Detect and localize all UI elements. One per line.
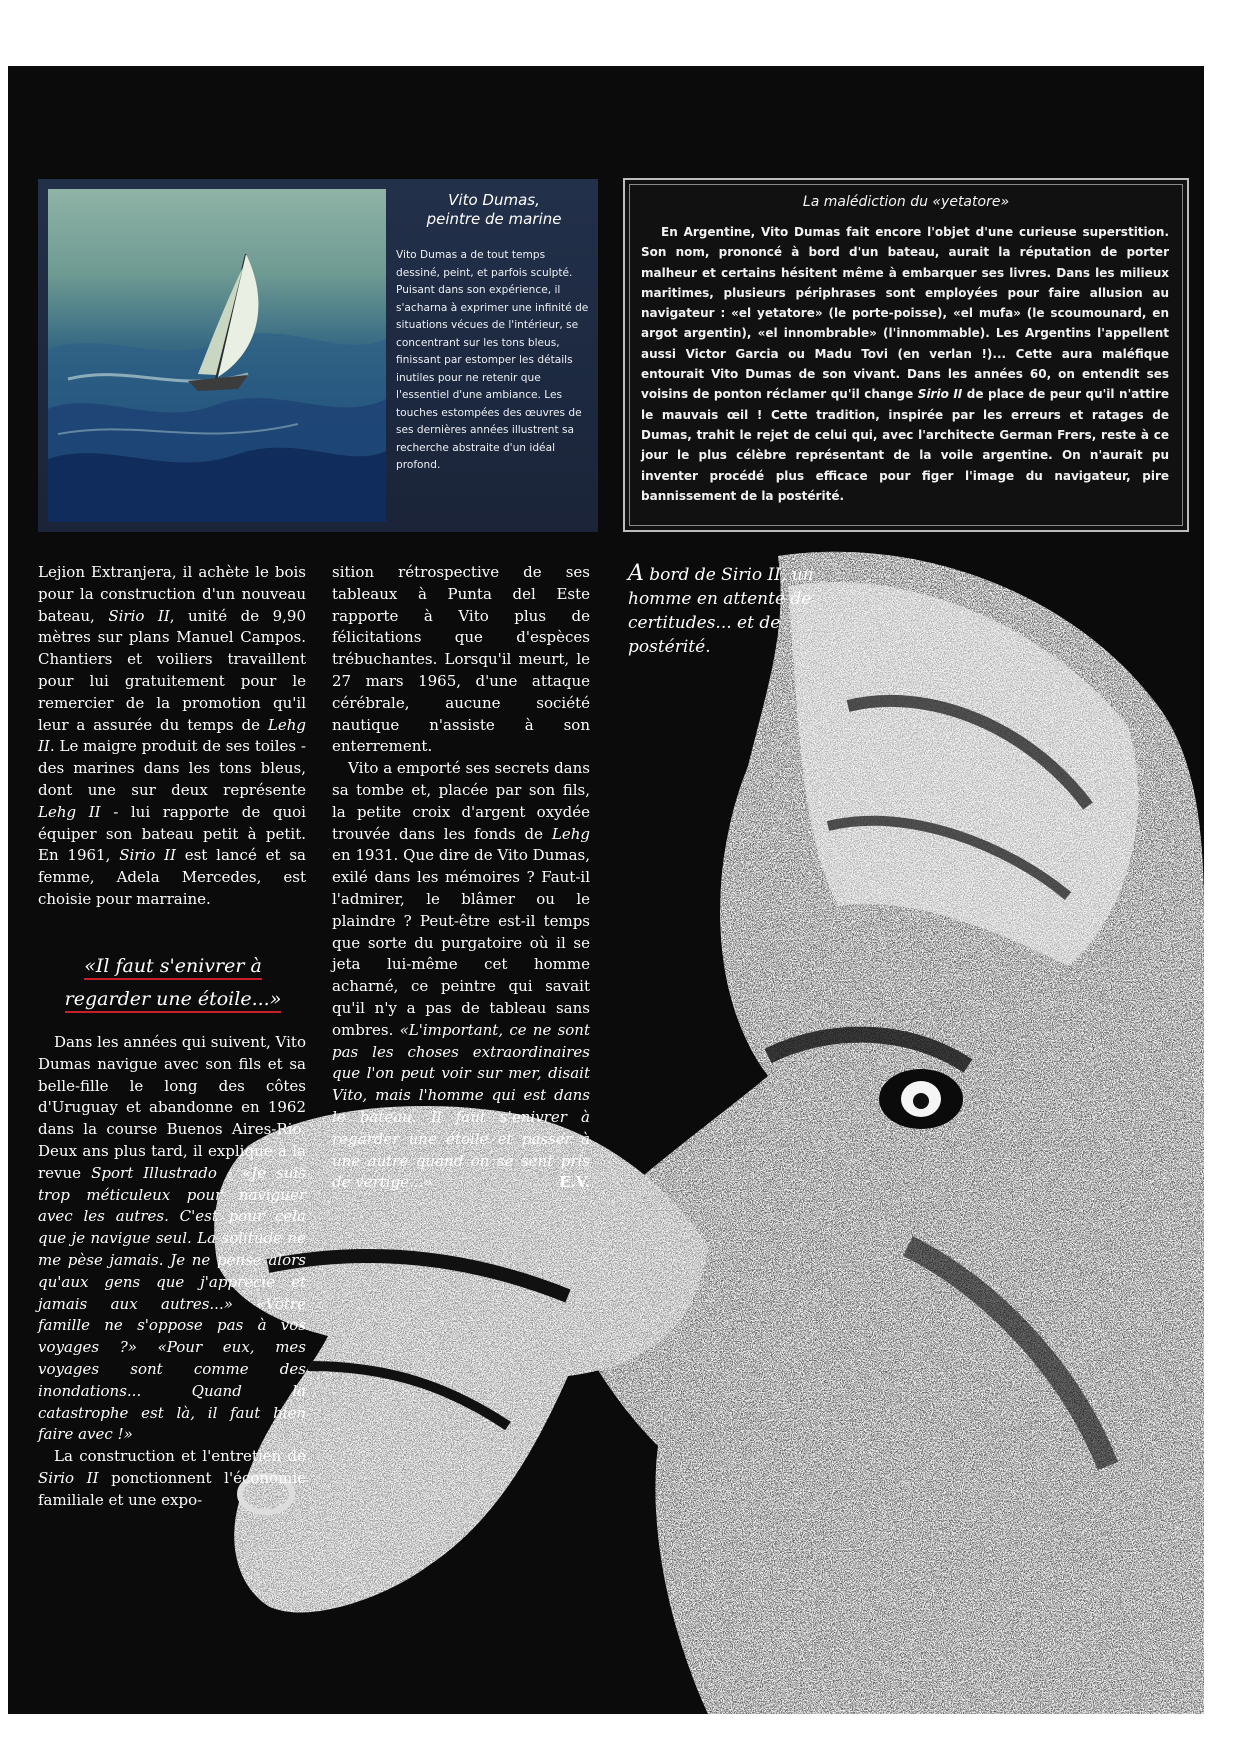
painting-caption bbox=[396, 187, 592, 475]
sidebar-body: En Argentine, Vito Dumas fait encore l'objet d'une curieuse superstition. Son nom, prononcé à bord d'un bateau, aurait la réputation de porter malheur et certains hésitent même à embarquer ses livres. Dans les milieux maritimes, plusieurs périphrases sont employées pour faire allusion au navigateur : «el yetatore» (le porte-poisse), «el mufa» (le scoumounard, en argot argentin), «el innombrable» (l'innommable). Les Argentins l'appellent aussi Victor Garcia ou Madu Tovi (en verlan !)... Cette aura maléfique entourait Vito Dumas de son vivant. Dans les années 60, on entendit ses voisins de ponton réclamer qu'il change Sirio II de place de peur qu'il n'attire le mauvais œil ! Cette tradition, inspirée par les erreurs et ratages de Dumas, trahit le rejet de celui qui, avec l'architecte German Frers, reste à ce jour le plus célèbre représentant de la voile argentine. On n'aurait pu inventer procédé plus efficace pour figer l'image du navigateur, pire bannissement de la postérité. bbox=[641, 225, 1169, 503]
paragraph: Vito a emporté ses secrets dans sa tombe et, placée par son fils, la petite croix d'argent oxydée trouvée dans les fonds de Lehg en 1931. Que dire de Vito Dumas, exilé dans les mémoires ? Faut-il l'admirer, le blâmer ou le plaindre ? Peut-être est-il temps que sorte du purgatoire où il se jeta lui-même cet homme acharné, ce peintre qui savait qu'il n'y a pas de tableau sans ombres. «L'important, ce ne sont pas les choses extraordinaires que l'on peut voir sur mer, disait Vito, mais l'homme qui est dans le bateau. Il faut s'enivrer à regarder une étoile et passer à une autre quand on se sent pris de vertige...» E.V. bbox=[332, 758, 590, 1194]
pull-quote: «Il faut s'enivrer à regarder une étoile...» bbox=[48, 950, 298, 1016]
author-signature: E.V. bbox=[559, 1173, 590, 1192]
photo-caption: A bord de Sirio II, un homme en attente de certitudes... et de postérité. bbox=[628, 561, 814, 657]
painting-caption-body: Vito Dumas a de tout temps dessiné, peint, et parfois sculpté. Puisant dans son expérience, il s'acharna à exprimer une infinité de situations vécues de l'intérieur, se concentrant sur les tons bleus, finissant par estomper les détails inutiles pour ne retenir que l'essentiel d'une ambiance. Les touches estompées des œuvres de ses dernières années illustrent sa recherche abstraite d'un idéal profond. bbox=[396, 249, 589, 471]
sidebar-title: La malédiction du «yetatore» bbox=[802, 194, 1010, 210]
paragraph: Dans les années qui suivent, Vito Dumas navigue avec son fils et sa belle-fille le long des côtes d'Uruguay et abandonne en 1962 dans la course Buenos Aires-Rio. Deux ans plus tard, il explique à la revue Sport Illustrado : «Je suis trop méticuleux pour naviguer avec les autres. C'est pour cela que je navigue seul. La solitude ne me pèse jamais. Je ne pense alors qu'aux gens que j'apprécie et jamais aux autres...» «Votre famille ne s'oppose pas à vos voyages ?» «Pour eux, mes voyages sont comme des inondations... Quand la catastrophe est là, il faut bien faire avec !» bbox=[38, 1033, 307, 1444]
paragraph: La construction et l'entretien de Sirio II ponctionnent l'économie familiale et une expo- bbox=[38, 1447, 306, 1509]
article-column-1-continued bbox=[38, 1032, 306, 1512]
sailboat-illustration bbox=[48, 189, 386, 522]
paragraph: sition rétrospective de ses tableaux à Punta del Este rapporte à Vito plus de félicitations que d'espèces trébuchantes. Lorsqu'il meurt, le 27 mars 1965, d'une attaque cérébrale, aucune société nautique n'assiste à son enterrement. bbox=[332, 563, 590, 756]
seascape-painting bbox=[48, 189, 386, 522]
painting-caption-title: Vito Dumas, peintre de marine bbox=[426, 191, 562, 228]
paragraph: Lejion Extranjera, il achète le bois pour la construction d'un nouveau bateau, Sirio II, unité de 9,90 mètres sur plans Manuel Campos. Chantiers et voiliers travaillent pour lui gratuitement pour le remercier de la promotion qu'il leur a assurée du temps de Lehg II. Le maigre produit de ses toiles - des marines dans les tons bleus, dont une sur deux représente Lehg II - lui rapporte de quoi équiper son bateau petit à petit. En 1961, Sirio II est lancé et sa femme, Adela Mercedes, est choisie pour marraine. bbox=[38, 563, 306, 908]
magazine-page bbox=[8, 66, 1204, 1714]
article-column-2 bbox=[332, 562, 590, 1194]
painting-inset bbox=[38, 179, 598, 532]
sidebar-box bbox=[623, 178, 1189, 532]
article-column-1 bbox=[38, 562, 306, 911]
